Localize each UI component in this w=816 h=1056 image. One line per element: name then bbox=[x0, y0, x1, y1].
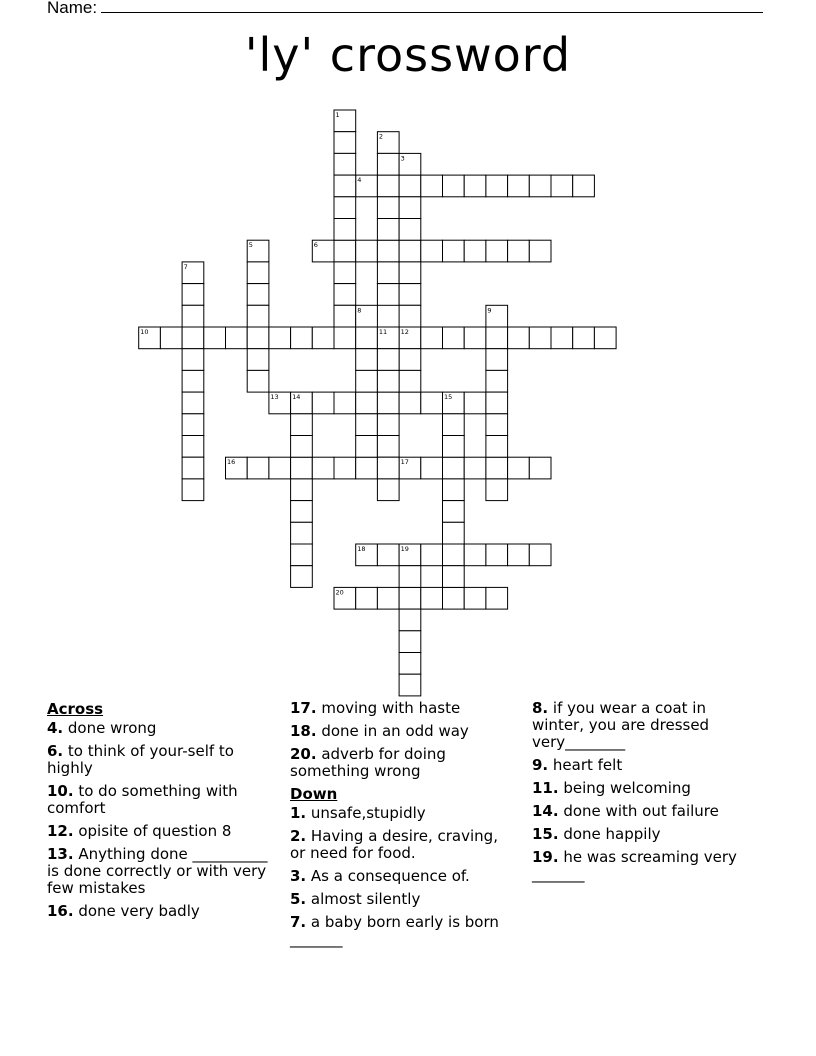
grid-cell[interactable] bbox=[486, 392, 508, 414]
grid-cell[interactable] bbox=[399, 674, 421, 696]
grid-cell[interactable] bbox=[421, 327, 443, 349]
grid-cell[interactable] bbox=[464, 240, 486, 262]
grid-cell[interactable] bbox=[377, 153, 399, 175]
grid-cell[interactable] bbox=[334, 392, 356, 414]
clue-text: done very badly bbox=[73, 902, 200, 920]
grid-cell[interactable] bbox=[486, 414, 508, 436]
clue-number-17: 17 bbox=[400, 458, 409, 467]
clue-text: done happily bbox=[558, 825, 661, 843]
grid-cell[interactable] bbox=[486, 370, 508, 392]
grid-cell[interactable] bbox=[356, 436, 378, 458]
clue-number: 2. bbox=[290, 827, 307, 845]
grid-cell[interactable] bbox=[377, 392, 399, 414]
across-heading: Across bbox=[47, 700, 104, 718]
grid-cell[interactable] bbox=[464, 544, 486, 566]
clue-number-8: 8 bbox=[357, 306, 362, 315]
down-clue-list bbox=[290, 805, 512, 948]
clue-number: 10. bbox=[47, 782, 74, 800]
grid-cell[interactable] bbox=[399, 653, 421, 675]
grid-cell[interactable] bbox=[377, 262, 399, 284]
page-title: 'ly' crossword bbox=[244, 28, 572, 82]
clues-column-3 bbox=[532, 700, 762, 889]
grid-cell[interactable] bbox=[356, 414, 378, 436]
clue-number: 13. bbox=[47, 845, 74, 863]
across-clue-6 bbox=[47, 743, 269, 777]
across-clue-12 bbox=[47, 823, 269, 840]
grid-cell[interactable] bbox=[464, 327, 486, 349]
grid-cell[interactable] bbox=[182, 349, 204, 371]
clue-number: 7. bbox=[290, 913, 307, 931]
grid-cell[interactable] bbox=[182, 436, 204, 458]
clue-number-20: 20 bbox=[335, 588, 344, 597]
clue-number: 20. bbox=[290, 745, 317, 763]
clue-number-4: 4 bbox=[357, 176, 362, 185]
grid-cell[interactable] bbox=[399, 175, 421, 197]
grid-cell[interactable] bbox=[443, 327, 465, 349]
clue-text: done wrong bbox=[63, 719, 157, 737]
grid-cell[interactable] bbox=[486, 544, 508, 566]
across-clue-20 bbox=[290, 746, 512, 780]
grid-cell[interactable] bbox=[421, 544, 443, 566]
grid-cell[interactable] bbox=[486, 457, 508, 479]
clue-number-15: 15 bbox=[444, 393, 453, 402]
grid-cell[interactable] bbox=[443, 501, 465, 523]
grid-cell[interactable] bbox=[486, 436, 508, 458]
clue-number: 4. bbox=[47, 719, 64, 737]
grid-cell[interactable] bbox=[377, 197, 399, 219]
grid-cell[interactable] bbox=[291, 566, 313, 588]
name-label: Name: bbox=[47, 0, 98, 17]
clue-number: 18. bbox=[290, 722, 317, 740]
grid-cell[interactable] bbox=[247, 370, 269, 392]
grid-cell[interactable] bbox=[182, 305, 204, 327]
grid-cell[interactable] bbox=[486, 175, 508, 197]
grid-cell[interactable] bbox=[399, 262, 421, 284]
grid-cell[interactable] bbox=[247, 284, 269, 306]
clue-number-14: 14 bbox=[292, 393, 301, 402]
grid-cell[interactable] bbox=[377, 436, 399, 458]
grid-cell[interactable] bbox=[291, 327, 313, 349]
grid-cell[interactable] bbox=[377, 457, 399, 479]
clue-number-5: 5 bbox=[248, 241, 253, 250]
grid-cell[interactable] bbox=[291, 436, 313, 458]
clue-text: done in an odd way bbox=[316, 722, 469, 740]
clue-number: 1. bbox=[290, 804, 307, 822]
grid-cell[interactable] bbox=[356, 349, 378, 371]
grid-cell[interactable] bbox=[421, 392, 443, 414]
grid-cell[interactable] bbox=[443, 414, 465, 436]
grid-cell[interactable] bbox=[334, 240, 356, 262]
grid-cell[interactable] bbox=[334, 327, 356, 349]
clue-text: opisite of question 8 bbox=[73, 822, 232, 840]
across-clue-17 bbox=[290, 700, 512, 717]
clue-number: 5. bbox=[290, 890, 307, 908]
grid-cell[interactable] bbox=[334, 153, 356, 175]
grid-cell[interactable] bbox=[508, 240, 530, 262]
grid-cell[interactable] bbox=[421, 457, 443, 479]
grid-cell[interactable] bbox=[443, 175, 465, 197]
grid-cell[interactable] bbox=[226, 327, 248, 349]
down-clue-list-continued bbox=[532, 700, 762, 883]
grid-cell[interactable] bbox=[399, 566, 421, 588]
clue-number-11: 11 bbox=[378, 328, 388, 336]
grid-cell[interactable] bbox=[247, 349, 269, 371]
clue-number-1: 1 bbox=[335, 111, 340, 119]
grid-cell[interactable] bbox=[529, 240, 551, 262]
grid-cell[interactable] bbox=[421, 587, 443, 609]
grid-cell[interactable] bbox=[399, 240, 421, 262]
grid-cell[interactable] bbox=[291, 522, 313, 544]
grid-cell[interactable] bbox=[377, 414, 399, 436]
grid-cell[interactable] bbox=[443, 544, 465, 566]
grid-cell[interactable] bbox=[356, 587, 378, 609]
grid-cell[interactable] bbox=[182, 284, 204, 306]
grid-cell[interactable] bbox=[573, 175, 595, 197]
grid-cell[interactable] bbox=[291, 479, 313, 501]
grid-cell[interactable] bbox=[486, 349, 508, 371]
grid-cell[interactable] bbox=[247, 262, 269, 284]
grid-cell[interactable] bbox=[356, 370, 378, 392]
grid-cell[interactable] bbox=[508, 327, 530, 349]
grid-cell[interactable] bbox=[247, 305, 269, 327]
grid-cell[interactable] bbox=[312, 457, 334, 479]
clue-text: if you wear a coat in winter, you are dressed very________ bbox=[532, 699, 710, 751]
down-clue-14 bbox=[532, 803, 762, 820]
clue-text: to do something with comfort bbox=[47, 782, 238, 817]
grid-cell[interactable] bbox=[464, 175, 486, 197]
clue-text: to think of your-self to highly bbox=[47, 742, 234, 777]
grid-cell[interactable] bbox=[356, 457, 378, 479]
down-clue-5 bbox=[290, 891, 512, 908]
grid-cell[interactable] bbox=[443, 436, 465, 458]
grid-cell[interactable] bbox=[247, 327, 269, 349]
grid-cell[interactable] bbox=[443, 457, 465, 479]
grid-cell[interactable] bbox=[399, 284, 421, 306]
clue-number-18: 18 bbox=[357, 545, 366, 553]
across-clue-16 bbox=[47, 903, 269, 920]
clues-column-1 bbox=[47, 700, 269, 926]
grid-cell[interactable] bbox=[399, 197, 421, 219]
clue-number: 19. bbox=[532, 848, 559, 866]
down-clue-11 bbox=[532, 780, 762, 797]
grid-cell[interactable] bbox=[464, 392, 486, 414]
grid-cell[interactable] bbox=[421, 175, 443, 197]
across-clue-13 bbox=[47, 846, 269, 897]
clue-text: being welcoming bbox=[558, 779, 691, 797]
grid-cell[interactable] bbox=[291, 457, 313, 479]
across-clue-10 bbox=[47, 783, 269, 817]
grid-cell[interactable] bbox=[508, 457, 530, 479]
across-clue-18 bbox=[290, 723, 512, 740]
clue-text: adverb for doing something wrong bbox=[290, 745, 446, 780]
grid-cell[interactable] bbox=[399, 219, 421, 241]
grid-cell[interactable] bbox=[334, 262, 356, 284]
clue-text: almost silently bbox=[306, 890, 421, 908]
grid-cell[interactable] bbox=[160, 327, 182, 349]
grid-cell[interactable] bbox=[291, 501, 313, 523]
down-clue-19 bbox=[532, 849, 762, 883]
clue-number-9: 9 bbox=[487, 306, 492, 315]
grid-cell[interactable] bbox=[508, 175, 530, 197]
grid-cell[interactable] bbox=[356, 240, 378, 262]
clue-number: 15. bbox=[532, 825, 559, 843]
across-clue-list bbox=[47, 720, 269, 920]
grid-cell[interactable] bbox=[464, 457, 486, 479]
grid-cell[interactable] bbox=[377, 175, 399, 197]
down-clue-7 bbox=[290, 914, 512, 948]
clue-number: 11. bbox=[532, 779, 559, 797]
grid-cell[interactable] bbox=[551, 327, 573, 349]
grid-cell[interactable] bbox=[529, 175, 551, 197]
grid-cell[interactable] bbox=[182, 327, 204, 349]
grid-cell[interactable] bbox=[334, 175, 356, 197]
grid-cell[interactable] bbox=[443, 479, 465, 501]
grid-cell[interactable] bbox=[377, 284, 399, 306]
clue-number-13: 13 bbox=[270, 393, 279, 402]
clue-text: he was screaming very _______ bbox=[532, 848, 737, 883]
down-clue-2 bbox=[290, 828, 512, 862]
grid-cell[interactable] bbox=[291, 414, 313, 436]
clue-text: heart felt bbox=[548, 756, 623, 774]
clue-text: unsafe,stupidly bbox=[306, 804, 426, 822]
grid-cell[interactable] bbox=[529, 544, 551, 566]
grid-cell[interactable] bbox=[312, 327, 334, 349]
grid-cell[interactable] bbox=[334, 284, 356, 306]
grid-cell[interactable] bbox=[204, 327, 226, 349]
down-clue-9 bbox=[532, 757, 762, 774]
clue-text: As a consequence of. bbox=[306, 867, 470, 885]
clue-number-7: 7 bbox=[183, 262, 188, 271]
grid-cell[interactable] bbox=[573, 327, 595, 349]
clue-number: 16. bbox=[47, 902, 74, 920]
clue-number: 8. bbox=[532, 699, 549, 717]
clue-text: Having a desire, craving, or need for food. bbox=[290, 827, 498, 862]
clue-number: 17. bbox=[290, 699, 317, 717]
down-clue-1 bbox=[290, 805, 512, 822]
grid-cell[interactable] bbox=[399, 349, 421, 371]
clue-text: moving with haste bbox=[316, 699, 461, 717]
clue-number: 12. bbox=[47, 822, 74, 840]
grid-cell[interactable] bbox=[269, 457, 291, 479]
grid-cell[interactable] bbox=[399, 631, 421, 653]
across-clue-list-continued bbox=[290, 700, 512, 780]
grid-cell[interactable] bbox=[529, 327, 551, 349]
grid-cell[interactable] bbox=[421, 240, 443, 262]
grid-cell[interactable] bbox=[182, 479, 204, 501]
grid-cell[interactable] bbox=[312, 392, 334, 414]
clue-number: 3. bbox=[290, 867, 307, 885]
clue-text: Anything done __________ is done correctly or with very few mistakes bbox=[47, 845, 268, 897]
grid-cell[interactable] bbox=[399, 609, 421, 631]
down-clue-15 bbox=[532, 826, 762, 843]
grid-cell[interactable] bbox=[334, 132, 356, 154]
grid-cell[interactable] bbox=[182, 392, 204, 414]
clue-number-19: 19 bbox=[400, 545, 409, 553]
grid-cell[interactable] bbox=[399, 305, 421, 327]
clue-number-2: 2 bbox=[378, 132, 384, 141]
grid-cell[interactable] bbox=[334, 305, 356, 327]
grid-cell[interactable] bbox=[443, 522, 465, 544]
clue-number-16: 16 bbox=[227, 458, 236, 467]
clue-number-3: 3 bbox=[400, 154, 405, 163]
clue-number: 6. bbox=[47, 742, 64, 760]
grid-cell[interactable] bbox=[486, 327, 508, 349]
clue-number-12: 12 bbox=[400, 328, 409, 336]
clue-number-10: 10 bbox=[140, 328, 149, 336]
grid-cell[interactable] bbox=[486, 479, 508, 501]
clue-number-6: 6 bbox=[313, 241, 318, 250]
grid-cell[interactable] bbox=[399, 587, 421, 609]
grid-cell[interactable] bbox=[334, 219, 356, 241]
grid-cell[interactable] bbox=[443, 587, 465, 609]
grid-cell[interactable] bbox=[594, 327, 616, 349]
grid-cell[interactable] bbox=[182, 370, 204, 392]
grid-cell[interactable] bbox=[551, 175, 573, 197]
grid-cell[interactable] bbox=[486, 240, 508, 262]
grid-cell[interactable] bbox=[182, 414, 204, 436]
grid-cell[interactable] bbox=[182, 457, 204, 479]
down-heading: Down bbox=[290, 785, 338, 803]
across-clue-4 bbox=[47, 720, 269, 737]
grid-cell[interactable] bbox=[399, 370, 421, 392]
clues-column-2 bbox=[290, 700, 512, 954]
grid-cell[interactable] bbox=[377, 544, 399, 566]
grid-cell[interactable] bbox=[399, 392, 421, 414]
grid-cell[interactable] bbox=[464, 587, 486, 609]
down-clue-3 bbox=[290, 868, 512, 885]
grid-cell[interactable] bbox=[377, 587, 399, 609]
grid-cell[interactable] bbox=[356, 392, 378, 414]
grid-cell[interactable] bbox=[269, 327, 291, 349]
grid-cell[interactable] bbox=[334, 457, 356, 479]
grid-cell[interactable] bbox=[529, 457, 551, 479]
down-clue-8 bbox=[532, 700, 762, 751]
clue-number: 14. bbox=[532, 802, 559, 820]
grid-cell[interactable] bbox=[486, 587, 508, 609]
grid-cell[interactable] bbox=[334, 197, 356, 219]
grid-cell[interactable] bbox=[291, 544, 313, 566]
grid-cell[interactable] bbox=[377, 219, 399, 241]
grid-cell[interactable] bbox=[377, 479, 399, 501]
grid-cell[interactable] bbox=[377, 240, 399, 262]
grid-cell[interactable] bbox=[247, 457, 269, 479]
grid-cell[interactable] bbox=[377, 370, 399, 392]
clue-text: done with out failure bbox=[558, 802, 719, 820]
grid-cell[interactable] bbox=[508, 544, 530, 566]
clue-number: 9. bbox=[532, 756, 549, 774]
grid-cell[interactable] bbox=[377, 349, 399, 371]
clue-text: a baby born early is born _______ bbox=[290, 913, 499, 948]
grid-cell[interactable] bbox=[443, 240, 465, 262]
grid-cell[interactable] bbox=[443, 566, 465, 588]
grid-cell[interactable] bbox=[356, 327, 378, 349]
